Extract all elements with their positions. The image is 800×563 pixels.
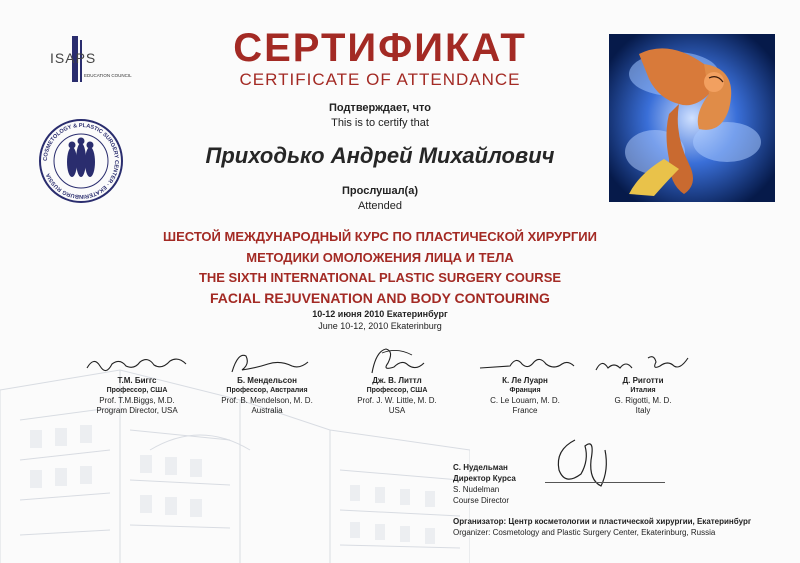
seal-lettering: COSMETOLOGY & PLASTIC SURGERY CENTER · EKATERINBURG RUSSIA xyxy=(42,122,120,200)
isaps-logo xyxy=(50,36,140,82)
director-title-en: Course Director xyxy=(453,496,510,505)
course-date-ru: 10-12 июня 2010 Екатеринбург xyxy=(312,309,448,319)
signature-biggs-image xyxy=(82,350,192,376)
signature-mendelson-image xyxy=(212,350,322,376)
course-title-en-line2: FACIAL REJUVENATION AND BODY CONTOURING xyxy=(210,290,550,306)
signature-little-image xyxy=(342,345,452,376)
sculpture-artwork-image xyxy=(609,34,775,202)
signatory-biggs: Т.М. Биггс Профессор, США Prof. T.M.Biggs, M.D. Program Director, USA xyxy=(82,350,192,416)
signatory-mendelson: Б. Мендельсон Профессор, Австралия Prof. B. Mendelson, M. D. Australia xyxy=(212,350,322,416)
attended-label-en: Attended xyxy=(357,200,403,212)
attended-label-ru: Прослушал(а) xyxy=(342,185,418,197)
organizer-text-en: Organizer: Cosmetology and Plastic Surgery Center, Ekaterinburg, Russia xyxy=(453,528,716,537)
clinic-seal-logo xyxy=(38,118,124,204)
isaps-logo-text: ISAPS xyxy=(50,50,97,66)
course-director-block xyxy=(453,462,516,506)
director-title-ru: Директор Курса xyxy=(453,474,516,483)
signatory-le-louarn: К. Ле Луарн Франция C. Le Louarn, M. D. France xyxy=(470,350,580,416)
isaps-logo-subtitle: EDUCATION COUNCIL xyxy=(84,73,132,78)
signatory-little: Дж. В. Литтл Профессор, США Prof. J. W. Little, M. D. USA xyxy=(342,345,452,416)
organizer-text-ru: Организатор: Центр косметологии и пластической хирургии, Екатеринбург xyxy=(453,517,752,526)
confirm-text-en: This is to certify that xyxy=(331,117,429,129)
signatory-rigotti: Д. Риготти Италия G. Rigotti, M. D. Italy xyxy=(588,350,698,416)
course-title-en-line1: THE SIXTH INTERNATIONAL PLASTIC SURGERY COURSE xyxy=(198,270,562,285)
organizer-block xyxy=(453,516,751,538)
signature-le-louarn-image xyxy=(470,350,580,376)
director-signature-line xyxy=(545,482,665,483)
recipient-name: Приходько Андрей Михайлович xyxy=(205,143,555,168)
director-name-en: S. Nudelman xyxy=(453,485,500,494)
director-name-ru: С. Нудельман xyxy=(453,463,508,472)
confirm-text-ru: Подтверждает, что xyxy=(328,102,432,114)
course-title-ru-line2: МЕТОДИКИ ОМОЛОЖЕНИЯ ЛИЦА И ТЕЛА xyxy=(246,250,514,265)
course-title-ru-line1: ШЕСТОЙ МЕЖДУНАРОДНЫЙ КУРС ПО ПЛАСТИЧЕСКОЙ ХИРУРГИИ xyxy=(163,229,597,244)
certificate-title-en: CERTIFICATE OF ATTENDANCE xyxy=(239,70,521,89)
course-date-en: June 10-12, 2010 Ekaterinburg xyxy=(318,321,442,331)
signature-rigotti-image xyxy=(588,350,698,376)
certificate-title-ru: СЕРТИФИКАТ xyxy=(233,26,527,70)
